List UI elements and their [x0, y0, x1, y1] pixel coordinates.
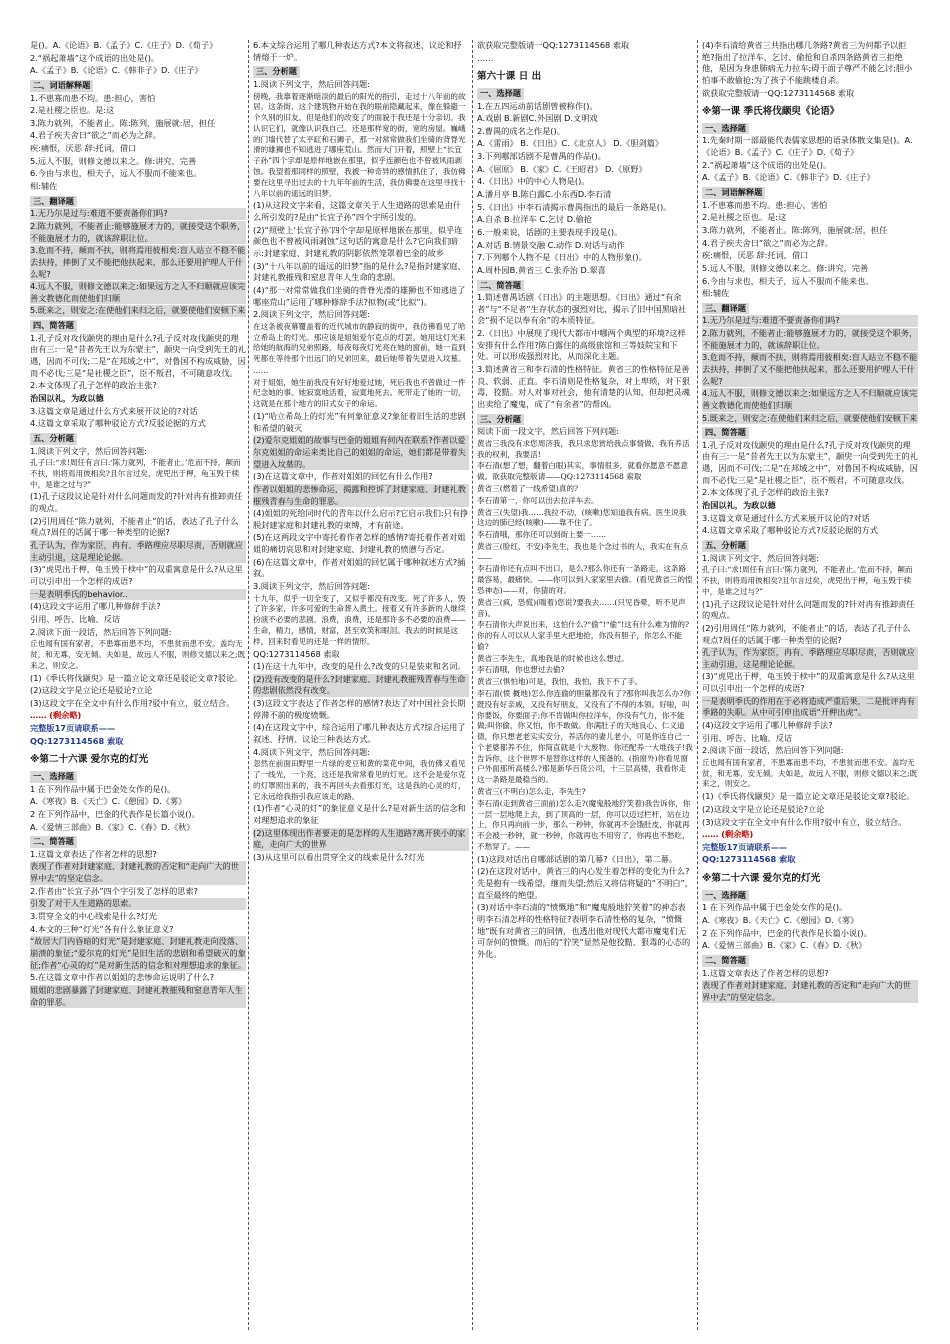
section-heading: 四、简答题 [30, 320, 77, 332]
text-line: A.对话 B.情景交融 C.动作 D.对话与动作 [477, 239, 625, 250]
text-line: A.潘月亭 B.陈白露C.小东西D.李石清 [477, 189, 612, 200]
highlighted-answer: 一是表明季氏的作用在于必将造成严重后果，二是批评冉有季路的失职。从中可引申出成语“开柙出虎”。 [702, 696, 918, 719]
highlighted-answer: 2.陈力就列，不能者止:能够施展才力的，就接受这个职务，不能施展才力的，就该辞职让位。 [30, 220, 246, 243]
column-2 [253, 40, 469, 1330]
text-line: 6.今由与求也，相夫子，远人不服而不能来也。 [30, 168, 202, 179]
highlighted-answer: (2)这里体现出作者要走的是怎样的人生道路?离开狭小的家庭，走向广大的世界 [253, 828, 469, 851]
quoted-passage: 对于姐姐，她生前我没有好好地爱过她，死后我也不曾做过一件纪念她的事。她寂寞地活着，寂寞地死去。死带走了她的一切，这就是在那个地方的旧式女子的命运。 [253, 377, 466, 409]
text-line: A.《雷雨》 B.《日出》C.《北京人》 D.《胆剑篇》 [477, 138, 664, 149]
text-line: (2)这段文字是立论还是驳论?立论 [30, 685, 153, 696]
highlighted-answer: (2)没有改变的是什么?封建家庭、封建礼教摧残青春与生命的悲剧依然没有改变。 [253, 674, 469, 697]
text-line: 4.君子疾夫舍曰“欲之”而必为之辞。 [702, 237, 833, 248]
text-line: 2.是社稷之臣也。是:这 [30, 105, 115, 116]
lesson-title: 第六十课 日 出 [477, 71, 542, 83]
text-line: (4)“那一对常常做我们坐骑的背脊光滑的雄狮也不知逃进了哪座荒山”运用了哪种修辞手法?拟物(或“比拟”)。 [253, 284, 466, 307]
section-heading: 二、词语解释题 [30, 80, 93, 92]
text-line: 4.《日出》中的中心人物是()。 [477, 176, 590, 187]
text-line: 3.阅读下列文字，然后回答问题: [253, 581, 371, 591]
section-heading-row [702, 538, 918, 553]
text-line: A.《寒夜》B.《天亡》C.《憩园》D.《雾》 [30, 796, 187, 807]
contact-info: 完整版17页请联系—— [30, 723, 116, 734]
column-divider [697, 40, 698, 1330]
text-line: (4)这段文字运用了哪几种修辞手法? [702, 719, 833, 730]
highlighted-answer: 5.既来之，则安之:在使他们来归之后，就要使他们安顿下来 [30, 305, 246, 316]
text-line: 1.先秦时期一部最能代表儒家思想的语录体散文集是()。A.《论语》B.《孟子》C.《庄子》D.《荀子》 [702, 135, 913, 158]
highlighted-answer: 一是表明季氏的behavior.. [30, 589, 246, 601]
section-heading: 五、分析题 [702, 540, 749, 552]
quoted-passage: 傍晚，我靠着逐渐暗淡的最后的阳光的指引，走过十八年前的故居。这条街、这个建筑物开始在我的眼前隐藏起来，像在躲避一个久别的旧友。但是他们的改变了的面貌于我还是十分亲切。我认识它们，就像认识我自己。还是那样宽的街，宽的房屋。巍峨的门墙代替了太平缸和石狮子，那一对常常做我们坐骑的背脊光滑的雄狮也不知逃进了哪座荒山。然而大门开着，照壁上“长宜子孙”四个字却是原样地嵌在那里，似乎连颜色也不曾被风雨剥蚀。我望着那同样的照壁，我被一种奇异的感情抓住了，我仿佛要在这里寻出过去的十九年年前的生活，我仿佛要在这里寻找十八年以前的遥远的旧梦。 [253, 91, 466, 198]
text-line: A.戏剧 B.新剧C.外国剧 D.文明戏 [477, 113, 598, 124]
text-line: …… [477, 52, 494, 63]
highlighted-answer: 5.既来之，则安之:在使他们来归之后，就要使他们安顿下来 [702, 412, 918, 423]
highlighted-answer: 1.无乃尔是过与:难道不要责备你们吗? [702, 315, 918, 327]
bold-answer: 治国以礼，为政以德 [30, 392, 104, 403]
section-heading: 二、简答题 [477, 280, 524, 292]
quoted-passage: 丘也闻有国有家者，不患寡而患不均，不患贫而患不安。盖均无贫，和无寡，安无倾。夫如是，故远人不服，则修文德以来之;既来之，则安之。 [702, 757, 918, 789]
quoted-passage: 李石清你还有点叫不出口，是么?那么你还有一条路走，这条路最容易，最痛快。——你可以到人家家里去偷。(看见黄省三的惶恐神态)——对，你猜的对。 [477, 564, 693, 595]
highlighted-answer: 引发了对于人生道路的思索。 [30, 898, 246, 910]
text-line: 3.简述黄省三和李石清的性格特征。黄省三的性格特征是善良、软弱、正直。李石清则是性格复杂，对上卑琐，对下狠毒，狡黠。对人对事对社会，他有清楚的认知，但却把灵魂出卖给了魔鬼，成了“有余者”的帮凶。 [477, 363, 690, 409]
text-line: 3.陈力就列，不能者止。陈:陈列，施展就:居，担任 [30, 117, 216, 128]
column-1 [30, 40, 246, 1330]
text-line: 2.阅读下面一段话，然后回答下列问题: [30, 626, 172, 637]
section-heading-row [30, 431, 246, 446]
text-line: (3)“虎兕出于柙，龟玉毁于椟中”的双重寓意是什么?从这里可以引申出一个怎样的成语? [702, 671, 915, 694]
section-heading-row [30, 769, 246, 784]
text-line: 引用、呼告、比喻、反诘 [702, 732, 793, 743]
quoted-passage: 在这条被夜幕覆盖着的近代城市的静寂的街中，我彷彿看见了哈立希岛上的灯光。那应该是姐姐爱尔克点的灯罢。她用这灯光来给她的航海的兄弟照路，每夜每夜灯光亮在她的窗前，她一直到死都在等待那个出远门的兄弟回来，最后她带着失望进入坟墓。 [253, 321, 466, 364]
contact-info: QQ:1273114568 索取 [30, 735, 124, 746]
text-line: 5.远人不服，则修文德以来之。修:讲究，完善 [30, 155, 197, 166]
text-line: (2)在这段对话中，黄省三的内心发生着怎样的变化为什么?先是抱有一线希望，继而失望;然后又将信将疑的“不明白”，直至最终的绝望。 [477, 866, 693, 900]
text-line: 1 在下列作品中属于巴金处女作的是()。 [30, 783, 176, 794]
text-line: A.周朴园B.黄省三 C.张乔治 D.翠喜 [477, 264, 606, 275]
quoted-passage: 李石清哦，那你还可以到街上要一…… [477, 530, 607, 540]
section-heading-row [30, 318, 246, 333]
lesson-title: ※第二十六课 爱尔克的灯光 [30, 754, 149, 766]
section-heading: 三、翻译题 [702, 303, 749, 315]
section-heading: 五、分析题 [30, 433, 77, 445]
quoted-passage: 李石清(走到黄省三面前)怎么走?(魔鬼般地狞笑着)我告诉你，你一层一层地爬上去，到了顶高的一层，你可以迈过栏杆，站在边上，你只再向前一步，那么一秒钟，你就再不会饿肚皮，你就再不会被一秒钟，就一秒钟，你就再也不用穷了，你再也不愁吃，不愁穿了。—— [477, 798, 691, 851]
text-line: (1)从这段文字来看，这篇文章关于人生道路的思索是由什么所引发的?是由“长宜子孙”四个字所引发的。 [253, 200, 462, 223]
highlighted-answer: 表现了作者对封建家庭、封建礼教的否定和“走向广大的世界中去”的坚定信念。 [702, 980, 918, 1003]
section-heading-row [702, 121, 918, 136]
text-line: 欲获取完整版请一QQ:1273114568 索取 [477, 40, 630, 50]
text-line: 1.这篇文章表达了作者怎样的思想? [30, 848, 157, 859]
section-heading: 三、分析题 [253, 66, 300, 78]
text-line: 5.远人不服，则修文德以来之。修:讲究，完善 [702, 262, 869, 273]
text-line: (2)这段文字是立论还是驳论?立论 [702, 803, 825, 814]
text-line: 2.本文体现了孔子怎样的政治主张? [702, 487, 829, 498]
text-line: (3)这段文字在全文中有什么作用?驳中有立，驳立结合。 [30, 697, 235, 708]
highlighted-answer: 表现了作者对封建家庭、封建礼教的否定和“走向广大的世界中去”的坚定信念。 [30, 861, 246, 884]
quoted-passage: 黄省三李先生，真地我是的时候也这么想过。 [477, 653, 629, 663]
text-line: 2 在下列作品中，巴金的代表作是长篇小说()。 [30, 808, 200, 819]
section-heading-row [702, 301, 918, 316]
text-line: (1)《季氏将伐颛臾》是一篇立论文章还是驳论文章?驳论。 [702, 791, 915, 802]
quoted-passage: 李石清你大声说出来，这怕什么?“偷”!“偷”!这有什么难为情的?你的有人可以从人家手里大把地抢，你没有胆子，你怎么不能偷? [477, 620, 690, 651]
text-line: 4.这篇文章采取了哪种驳论方式?反驳论据的方式 [30, 418, 206, 429]
section-heading-row [702, 185, 918, 200]
text-line: A.《屈原》 B.《家》C.《王昭君》 D.《原野》 [477, 163, 647, 174]
section-heading: 二、词语解释题 [702, 187, 765, 199]
column-divider [248, 40, 249, 1330]
text-line: (3)这段文字在全文中有什么作用?驳中有立，驳立结合。 [702, 816, 907, 827]
section-heading-row [477, 412, 693, 427]
quoted-passage: 李石清第一，你可以出去拉洋车去。 [477, 495, 599, 505]
text-line: 相:辅佐 [702, 288, 730, 299]
text-line: 1.在五四运动前话剧曾被称作()。 [477, 100, 598, 111]
text-line: 7.下列哪个人物不是《日出》中的人物形象()。 [477, 252, 647, 263]
text-line: 1 在下列作品中属于巴金处女作的是()。 [702, 902, 848, 913]
section-heading: 一、选择题 [477, 88, 524, 100]
text-line: A.《爱情三部曲》B.《家》C.《春》D.《秋》 [30, 821, 195, 832]
text-line: (2)引用周任“陈力就列，不能者止”的话，表达了孔子什么观点?周任的话属于哪一种类型的论据? [30, 515, 239, 538]
section-heading: 二、简答题 [702, 955, 749, 967]
text-line: 2.“祸起萧墙”这个成语的出处是()。 [702, 159, 832, 170]
text-line: 3.陈力就列，不能者止。陈:陈列，施展就:居，担任 [702, 224, 888, 235]
section-heading-row [30, 194, 246, 209]
text-line: A.自杀 B.拉洋车 C.乞讨 D.偷抢 [477, 214, 593, 225]
text-line: 1.不患寡而患不均。患:担心，害怕 [702, 199, 828, 210]
quoted-passage: 李石清哦，你也想过去偷? [477, 665, 565, 675]
quoted-passage: 黄省三(失望)我……我拉不动，(咳嗽)您知道我有病。医生说我这边的肺已经(咳嗽)——靠不住了。 [477, 507, 687, 528]
text-line: 1.孔子反对攻伐颛臾的理由是什么?孔子反对攻伐颛臾的理由有三:一是“昔者先王以为东蒙主”，颛臾一向受到先王的礼遇，因而不可伐;二是“在邦域之中”，对鲁国不构成威胁，因而不必伐;三是“是社稷之臣”，臣不叛君，不可随意攻伐。 [30, 332, 246, 378]
text-line: 1.简述曹禺话剧《日出》的主题思想。《日出》通过“有余者”与“不足者”生存状态的强烈对比，揭示了旧中国黑暗社会“损不足以奉有余”的本质特征。 [477, 292, 687, 326]
text-line: (2)引用周任“陈力就列，不能者止”的话，表达了孔子什么观点?周任的话属于哪一种类型的论据? [702, 622, 911, 645]
text-line: A.《孟子》B.《论语》C.《韩非子》D.《庄子》 [30, 65, 203, 76]
text-line: (3)“虎兕出于柙，龟玉毁于椟中”的双重寓意是什么?从这里可以引申出一个怎样的成语? [30, 564, 243, 586]
highlighted-answer: (2)爱尔克姐姐的故事与巴金的姐姐有何内在联系?作者以爱尔克姐姐的命运来类比自己的姐姐的命运，她们都是带着失望进入坟墓的。 [253, 435, 469, 470]
quoted-passage: 黄省三(不明白)怎么走，李先生? [477, 787, 586, 797]
column-4 [702, 40, 918, 1330]
text-line: 欲获取完整版请一QQ:1273114568 索取 [702, 87, 855, 98]
text-line: (6)在这篇文章中，作者对姐姐的回忆属于哪种叙述方式?插叙。 [253, 556, 466, 579]
section-heading: 三、分析题 [477, 414, 524, 426]
quoted-passage: 十九年，似乎一切全变了，又似乎都没有改变。死了许多人，毁了许多家，许多可爱的生命葬入黄土。接着又有许多新的人继续扮演不必要的悲剧。浪费，浪费，还是那许多不必要的浪费——生命，精力，感情，财富，甚至欢笑和眼泪。我去的时候是这样，回来时看见的还是一样的情形。 [253, 593, 466, 646]
section-heading-row [477, 86, 693, 101]
highlighted-answer: 3.危而不持，颠而不扶，则将焉用彼相矣:盲人站立不稳不能去扶持，摔倒了又不能把他扶起来，那么还要用护理人干什么呢? [702, 352, 918, 386]
text-line: (4)姐姐的死给同时代的青年以什么启示?它启示我们:只有挣脱封建家庭和封建礼教的束缚，才有前途。 [253, 508, 469, 530]
text-line: 4.阅读下列文字，然后回答问题: [253, 746, 371, 757]
highlighted-answer: 孔子认为，作为家臣，冉有、季路理应尽职尽责，否则就应主动引退，这是理论论据。 [702, 647, 918, 670]
text-line: 疾:痛恨，厌恶 辞:托词，借口 [702, 250, 809, 261]
section-heading-row [702, 425, 918, 440]
text-line: 1.阅读下列文字，然后回答问题: [30, 445, 148, 456]
quoted-passage: 孔子曰:“求!周任有言曰:‘陈力就列，不能者止。’危而不持，颠而不扶，则将焉用彼相矣?且尔言过矣，虎兕出于柙，龟玉毁于椟中，是谁之过与?” [702, 565, 913, 596]
text-line: 2.是社稷之臣也。是:这 [702, 212, 787, 223]
quoted-passage: 丘也闻有国有家者，不患寡而患不均，不患贫而患不安。盖均无贫，和无寡，安无倾。夫如是，故远人不服，则修文德以来之;既来之，则安之。 [30, 639, 246, 670]
text-line: 5.在这篇文章中作者以姐姐的悲惨命运说明了什么? [30, 972, 215, 983]
quoted-passage: 黄省三(脸红，不安)李先生，我也是个念过书的人，我实在有点—— [477, 541, 688, 562]
section-heading-row [30, 78, 246, 93]
text-line: 1.这篇文章表达了作者怎样的思想? [702, 967, 829, 978]
text-line: 3.这篇文章是通过什么方式来展开议论的?对话 [30, 405, 198, 416]
text-line: (2)“照壁上‘长宜子孙’四个字却是原样地嵌在那里，似乎连颜色也不曾被风雨剥蚀”这句话的寓意是什么?它向我们暗示:封建家庭、封建礼教的阴影依然笼罩着巴金的故乡 [253, 224, 463, 258]
text-line: 2.曹禺的成名之作是()。 [477, 125, 565, 136]
text-line: (3)这段文字表达了作者怎样的感情?表达了对中国社会长期停滞不前的极度愤慨。 [253, 698, 466, 720]
quoted-passage: 黄省三(燃着了一线希望)真的? [477, 483, 579, 493]
lesson-title: ※第一课 季氏将伐颛臾《论语》 [702, 106, 840, 118]
section-heading: 四、简答题 [702, 427, 749, 439]
text-line: 2.本文体现了孔子怎样的政治主张? [30, 380, 157, 391]
highlighted-answer: “故居大门内昏暗的灯光”是封建家庭、封建礼教走向没落、崩溃的象征;“爱尔克的灯光”是旧生活的悲剧和希望破灭的象征;作者“心灵的灯”是对新生活的信念和对理想追求的象征。 [30, 936, 246, 970]
text-line: 1.阅读下列文字，然后回答问题: [702, 552, 820, 563]
text-line: (4)在这段文字中，综合运用了哪几种表达方式?综合运用了叙述、抒情、议论三种表达方式。 [253, 722, 466, 745]
text-line: 阅读下面一段文字，然后回答下列问题: [477, 426, 619, 437]
highlighted-answer: 姐姐的悲剧暴露了封建家庭、封建礼教摧残和窒息青年人生命的罪恶。 [30, 985, 246, 1008]
text-line: 是()。A.《论语》B.《孟子》C.《庄子》D.《荀子》 [30, 40, 218, 50]
text-line: (1)孔子这段议论是针对什么问题而发的?针对冉有推卸责任的观点。 [702, 598, 915, 621]
text-line: 2.“祸起萧墙”这个成语的出处是()。 [30, 52, 160, 63]
text-line: 5.《日出》中李石清揭示曹禺指出的最后一条路是()。 [477, 201, 672, 212]
highlighted-answer: 1.无乃尔是过与:难道不要责备你们吗? [30, 208, 246, 220]
text-line: (3)在这篇文章中，作者对姐姐的回忆有什么作用? [253, 471, 433, 482]
highlighted-answer: 3.危而不持，颠而不扶，则将焉用彼相矣:盲人站立不稳不能去扶持，摔倒了又不能把他扶起来，那么还要用护理人干什么呢? [30, 245, 246, 279]
column-3 [477, 40, 693, 1330]
quoted-passage: 黄省三(惧怕地)可是，我怕，我怕，我下不了手。 [477, 677, 643, 687]
text-line: 4.本文的三种“灯光”各有什么象征意义? [30, 923, 174, 934]
quoted-passage: 李石清(愤 概地)怎么你连偷的胆量都没有了?那你叫我怎么办?你既没有好亲戚，又没有好朋友，又没有了不得的本领。好啦，叫你要饭，你要面子;你不肯做叫你拉洋车，你没有气力，你不能做;叫你偷，你又怕，你不敢做。你满肚子的天地良心、仁义道德，你只想老老实实安分，养活你的妻儿老小，可是你连自己一个老婆都养不住，你简直就是个大废物。你还配养一大堆孩子!我告诉你，这个世界不是替你这样的人预备的。(指窗外)你看见窗户外面那所高楼么?那是新华百货公司，十三层高楼，我看你走这一条路是最稳当的。 [477, 689, 693, 785]
text-line: 3.这篇文章是通过什么方式来展开议论的?对话 [702, 512, 870, 523]
text-line: (5)在这两段文字中寄托着作者怎样的感情?寄托着作者对姐姐的痛切哀思和对封建家庭、封建礼教的愤懑与否定。 [253, 532, 466, 555]
text-line: 4.这篇文章采取了哪种驳论方式?反驳论据的方式 [702, 525, 878, 536]
highlighted-answer: 作者以姐姐的悲惨命运，揭露和控诉了封建家庭、封建礼教摧残青春与生命的罪恶。 [253, 484, 469, 507]
text-line: (3)“十八年以前的遥远的旧梦”指的是什么?是指封建家庭、封建礼教摧残和窒息青年人生命的悲剧。 [253, 260, 466, 283]
more-omitted-note: …… (剩余略) [702, 829, 754, 840]
text-line: A.《寒夜》B.《天亡》C.《憩园》D.《雾》 [702, 914, 859, 925]
quoted-passage: 黄省三(疯，恐慌)(喘着)您说?要我去……(只见昏晕，听不见声音)。 [477, 597, 686, 618]
text-line: (1)《季氏将伐颛臾》是一篇立论文章还是驳论文章?驳论。 [30, 672, 243, 683]
highlighted-answer: 2.陈力就列，不能者止:能够施展才力的，就接受这个职务，不能施展才力的，就该辞职让位。 [702, 328, 918, 350]
text-line: 引用、呼告、比喻、反诘 [30, 613, 121, 624]
highlighted-answer: 4.远人不服，则修文德以来之:如果远方之人不归顺就应该完善文教德化而使他们归顺 [702, 388, 918, 410]
text-line: (1)这段对话出自哪部话剧的第几幕?《日出》，第二幕。 [477, 853, 678, 864]
text-line: (1)孔子这段议论是针对什么问题而发的?针对冉有推卸责任的观点。 [30, 491, 243, 514]
text-line: 2.《日出》中展现了现代大都市中哪两个典型的环境?这样安排有什么作用?陈白露住的高级旅馆和三等妓院宝和下处。可以形成强烈对比，从而深化主题。 [477, 328, 686, 362]
text-line: (3)对话中李石清的“愤慨地”和“魔鬼般地狞笑着”的神态表明李石清怎样的性格特征?表明李石清性格的复杂，“愤慨地”既有对黄省三的同情，也透出他对现代大都市魔鬼们无可奈何的愤慨。而后的“狞笑”显然是他狡黠、狠毒的心态的外化。 [477, 902, 691, 959]
section-heading-row [253, 64, 469, 79]
quoted-passage: 黄省三我没有求您周济我，我只求您赏给我点事情做，我有养活我的权利，我要活! [477, 438, 690, 459]
quoted-passage: 李石清(想了想，翻着白眼)其实，事情很多，就看你愿意不愿意做。欲获取完整版请——QQ:1273114568 索取 [477, 461, 688, 482]
text-line: 2.阅读下面一段话，然后回答下列问题: [702, 745, 844, 756]
section-heading: 一、选择题 [30, 771, 77, 783]
section-heading-row [702, 953, 918, 968]
contact-info: 完整版17页请联系—— [702, 841, 788, 852]
text-line: 6.今由与求也，相夫子，远人不服而不能来也。 [702, 275, 874, 286]
column-divider [472, 40, 473, 1330]
text-line: 1.孔子反对攻伐颛臾的理由是什么?孔子反对攻伐颛臾的理由有三:一是“昔者先王以为东蒙主”，颛臾一向受到先王的礼遇，因而不可伐;二是“在邦域之中”，对鲁国不构成威胁，因而不必伐;三是“是社稷之臣”，臣不叛君，不可随意攻伐。 [702, 439, 918, 485]
section-heading: 一、选择题 [702, 890, 749, 902]
quoted-passage: …… [253, 365, 269, 375]
text-line: 6.一般来说，话剧的主要表现手段是()。 [477, 226, 623, 237]
quoted-passage: 孔子曰:“求!周任有言曰:‘陈力就列，不能者止。’危而不持，颠而不扶，则将焉用彼相矣?且尔言过矣，虎兕出于柙，龟玉毁于椟中，是谁之过与?” [30, 458, 241, 489]
text-line: A.《爱情三部曲》B.《家》C.《春》D.《秋》 [702, 940, 867, 951]
text-line: 2.作者由“长宜子孙”四个字引发了怎样的思索? [30, 885, 199, 896]
contact-info: QQ:1273114568 索取 [702, 854, 796, 865]
highlighted-answer: 孔子认为，作为家臣，冉有、季路理应尽职尽责，否则就应主动引退，这是理论论据。 [30, 540, 246, 563]
text-line: 1.不患寡而患不均。患:担心，害怕 [30, 92, 156, 103]
text-line: 1.阅读下列文字，然后回答问题: [253, 78, 371, 89]
text-line: (3)从这里可以看出贯穿全文的线索是什么?灯光 [253, 852, 425, 862]
text-line: 3.贯穿全文的中心线索是什么?灯光 [30, 911, 157, 922]
text-line: 6.本文综合运用了哪几种表达方式?本文将叙述、议论和抒情熔于一炉。 [253, 40, 462, 62]
text-line: 2 在下列作品中，巴金的代表作是长篇小说()。 [702, 927, 872, 938]
section-heading: 二、简答题 [30, 836, 77, 848]
text-line: 2.阅读下列文字，然后回答问题: [253, 309, 371, 320]
lesson-title: ※第二十六课 爱尔克的灯光 [702, 873, 821, 885]
text-line: 4.君子疾夫舍曰“欲之”而必为之辞。 [30, 130, 161, 141]
highlighted-answer: 4.远人不服，则修文德以来之:如果远方之人不归顺就应该完善文教德化而使他们归顺 [30, 281, 246, 303]
text-line: 3.下列哪部话剧不是曹禺的作品()。 [477, 151, 606, 162]
bold-answer: 治国以礼，为政以德 [702, 500, 776, 511]
text-line: (4)李石清给黄省三共指出哪几条路?黄省三为何都予以拒绝?指出了拉洋车、乞讨、偷抢和自杀四条路黄省三拒绝他，是因为身患肺病无力拉车;碍于面子尊严不能乞讨;胆小怕事不敢偷抢;为了孩子不能跳楼自杀。 [702, 40, 913, 85]
section-heading-row [702, 888, 918, 903]
text-line: (1)作者“心灵的灯”的象征意义是什么?是对新生活的信念和对理想追求的象征 [253, 803, 466, 826]
text-line: QQ:1273114568 索取 [253, 648, 340, 659]
text-line: 相:辅佐 [30, 181, 58, 192]
text-line: A.《孟子》B.《论语》C.《韩非子》D.《庄子》 [702, 172, 875, 183]
more-omitted-note: …… (剩余略) [30, 710, 82, 721]
section-heading: 三、翻译题 [30, 196, 77, 208]
text-line: (1)“哈立希岛上的灯光”有何象征意义?象征着旧生活的悲剧和希望的破灭 [253, 411, 466, 433]
section-heading: 一、选择题 [702, 123, 749, 135]
text-line: (4)这段文字运用了哪几种修辞手法? [30, 601, 161, 612]
section-heading-row [477, 278, 693, 293]
text-line: 疾:痛恨，厌恶 辞:托词，借口 [30, 143, 137, 154]
quoted-passage: 忽然在前面田野里一片绿的麦豆和黄的菜花中间，我仿佛又看见了一线光，一个亮，这还是我常常看见的灯光。这不会是爱尔克的灯罩照出来的，我不再回头去看那灯光，这是我的心灵的灯，它永远给我指引我应该走的路。 [253, 759, 466, 801]
section-heading-row [30, 834, 246, 849]
text-line: (1)在这十九年中，改变的是什么?改变的只是装束和名词。 [253, 661, 466, 672]
